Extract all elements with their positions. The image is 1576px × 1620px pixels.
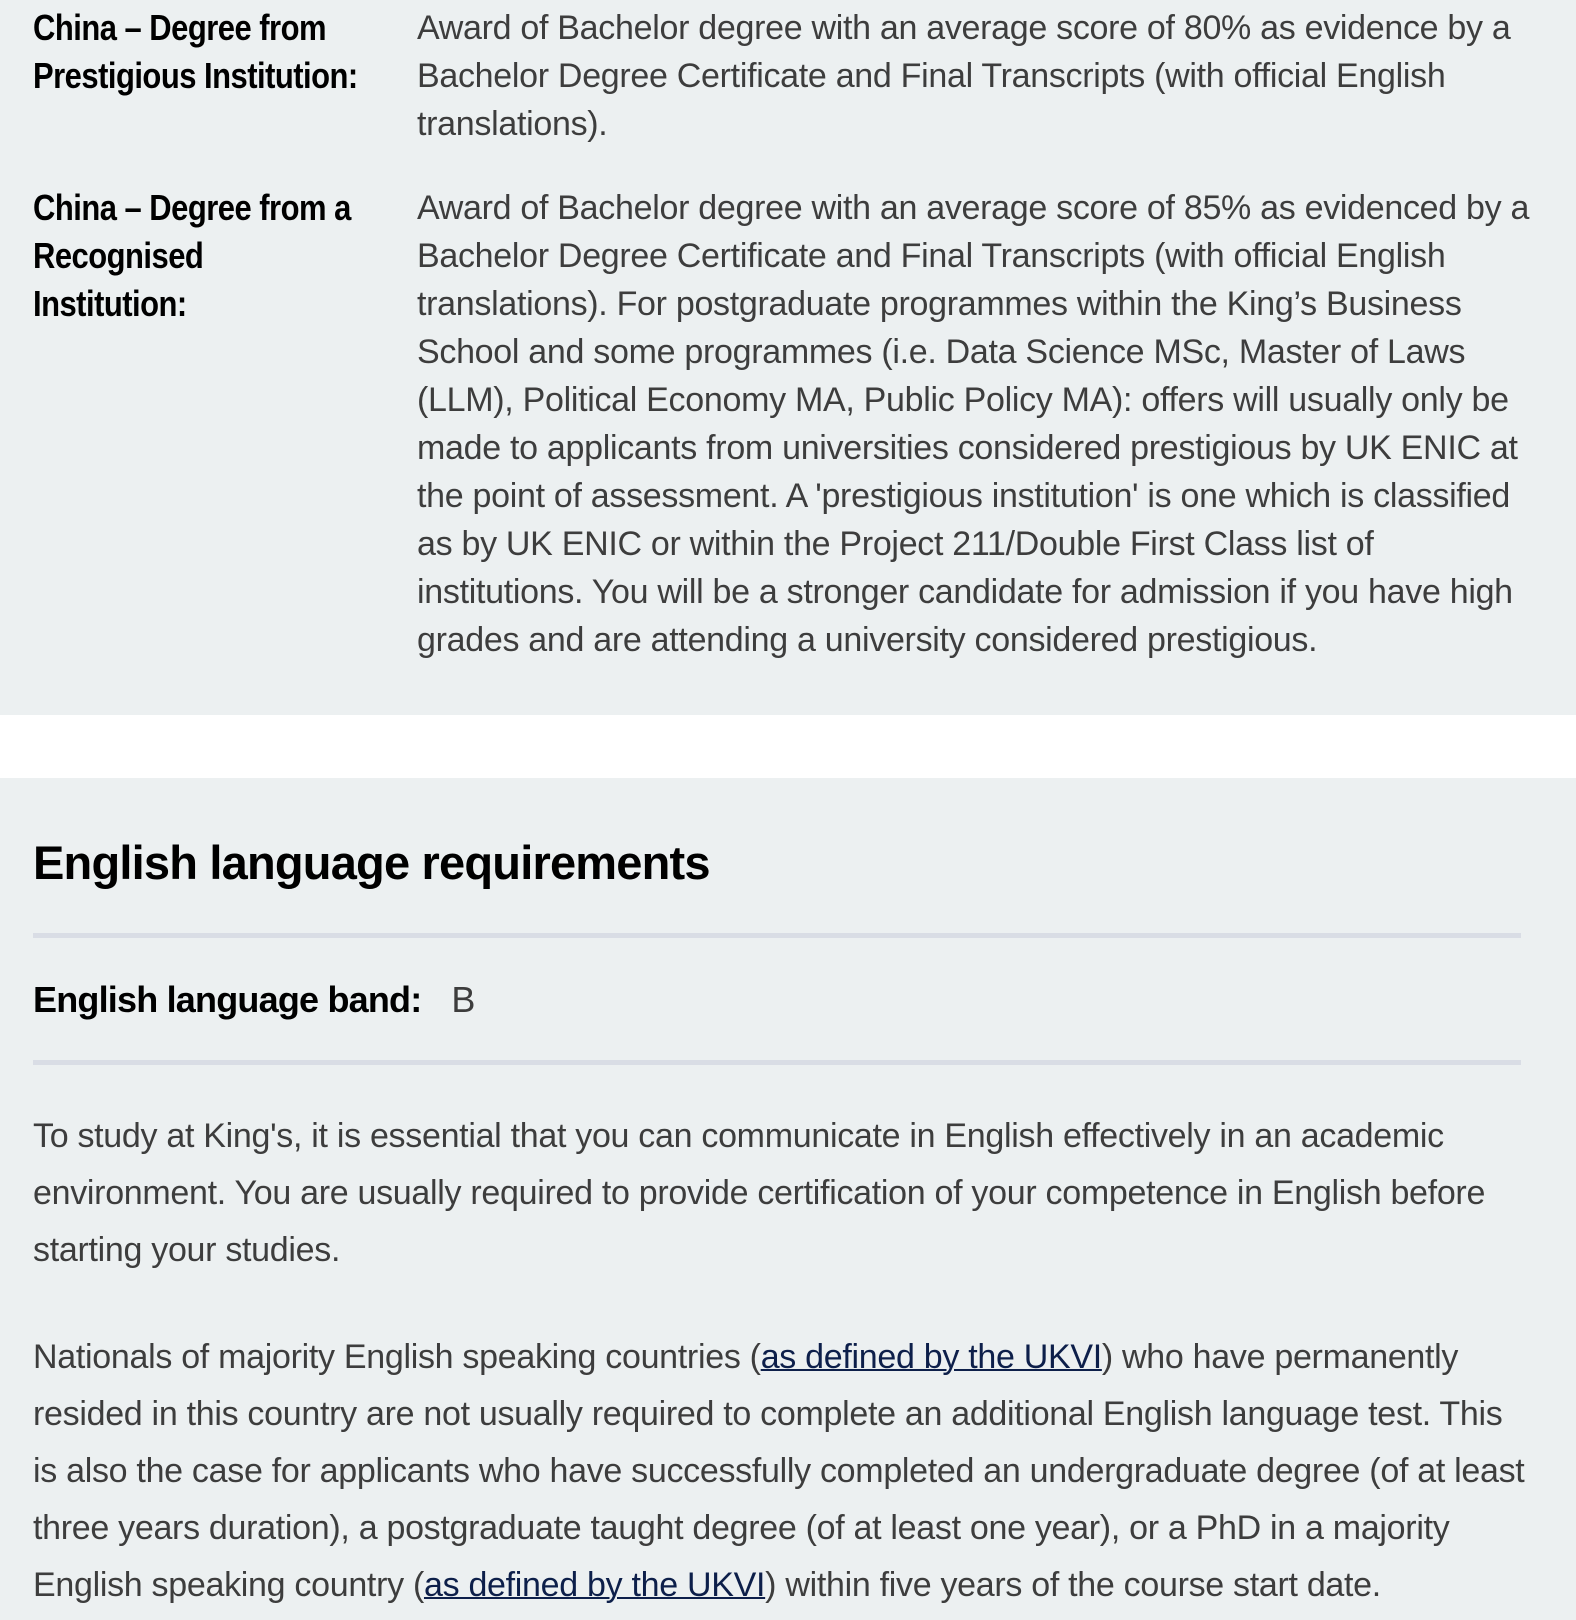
english-exemption-paragraph bbox=[33, 1329, 1533, 1614]
requirement-label-line2: Recognised Institution: bbox=[33, 235, 204, 324]
requirement-row-prestigious bbox=[33, 4, 1547, 148]
requirement-label bbox=[33, 184, 363, 664]
paragraph-text: Nationals of majority English speaking countries ( bbox=[33, 1338, 761, 1376]
requirement-label-line2: Prestigious Institution: bbox=[33, 55, 358, 96]
english-intro-paragraph: To study at King's, it is essential that you can communicate in English effectively in an academic environment. You are usually required to provide certification of your competence in English before starting your studies. bbox=[33, 1117, 1486, 1269]
english-language-panel bbox=[0, 778, 1576, 1620]
entry-requirements-panel bbox=[0, 0, 1576, 715]
english-band-value: B bbox=[451, 979, 476, 1020]
paragraph-text: ) who have permanently resided in this country are not usually required to complete an additional English language test. This is also the case for applicants who have successfully completed an undergraduate degree (of at least three years duration), a postgraduate taught degree (of at least one year), or a PhD in a majority English speaking country ( bbox=[33, 1338, 1525, 1604]
section-title: English language requirements bbox=[33, 836, 710, 889]
english-band-label: English language band: bbox=[33, 979, 422, 1020]
requirement-text: Award of Bachelor degree with an average score of 80% as evidence by a Bachelor Degree Certificate and Final Transcripts (with official English translations). bbox=[417, 9, 1511, 143]
requirement-label bbox=[33, 4, 363, 148]
requirement-row-recognised bbox=[33, 184, 1547, 664]
requirement-label-line1: China – Degree from bbox=[33, 7, 327, 48]
english-band-row bbox=[33, 978, 475, 1022]
requirement-text: Award of Bachelor degree with an average score of 85% as evidenced by a Bachelor Degree Certificate and Final Transcripts (with official English translations). For postgraduate programmes within the King’s Business School and some programmes (i.e. Data Science MSc, Master of Laws (LLM), Political Economy MA, Public Policy MA): offers will usually only be made to applicants from universities considered prestigious by UK ENIC at the point of assessment. A 'prestigious institution' is one which is classified as by UK ENIC or within the Project 211/Double First Class list of institutions. You will be a stronger candidate for admission if you have high grades and are attending a university considered prestigious. bbox=[417, 189, 1530, 659]
requirement-label-line1: China – Degree from a bbox=[33, 187, 351, 228]
divider bbox=[33, 933, 1521, 938]
section-gap bbox=[0, 715, 1576, 778]
ukvi-definition-link[interactable]: as defined by the UKVI bbox=[760, 1338, 1102, 1376]
paragraph-text: ) within five years of the course start date. bbox=[765, 1566, 1381, 1604]
divider bbox=[33, 1060, 1521, 1065]
ukvi-definition-link[interactable]: as defined by the UKVI bbox=[423, 1566, 766, 1604]
